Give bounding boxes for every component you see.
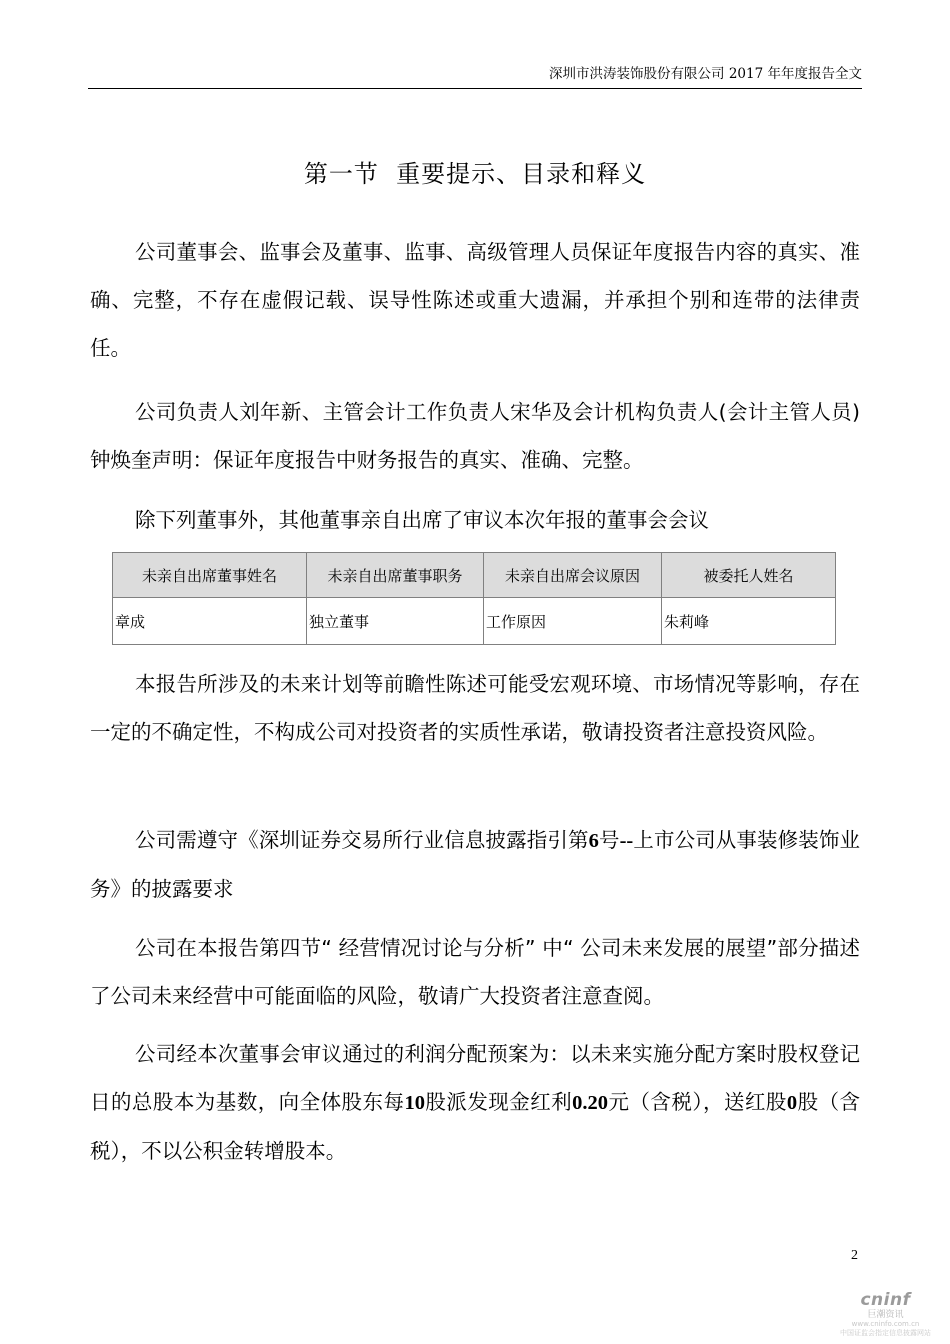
text-run: 号 (598, 828, 620, 852)
text-run: 上市公司从事装修装饰业务》的披露要求 (90, 828, 861, 901)
text-run: 10 (404, 1092, 425, 1114)
page-header (88, 62, 862, 89)
table-header-row (113, 553, 836, 598)
paragraph-responsible-persons: 公司负责人刘年新、主管会计工作负责人宋华及会计机构负责人(会计主管人员)钟焕奎声明：保证年度报告中财务报告的真实、准确、完整。 (90, 400, 860, 472)
text-run: 公司经本次董事会审议通过的利润分配预案为：以未来实施分配方案时股权登记日的总股本为基数，向全体股东每 (90, 1042, 860, 1114)
table-header-cell: 未亲自出席董事姓名 (113, 553, 307, 598)
table-cell: 章成 (113, 598, 307, 645)
text-run: 公司需遵守《深圳证券交易所行业信息披露指引第 (135, 828, 589, 852)
table-cell: 朱莉峰 (662, 598, 836, 645)
text-run: 元（含税），送红股 (608, 1090, 787, 1114)
cninfo-logo-icon: cninf (860, 1290, 911, 1310)
paragraph-board-guarantee: 公司董事会、监事会及董事、监事、高级管理人员保证年度报告内容的真实、准确、完整，不存在虚假记载、误导性陈述或重大遗漏，并承担个别和连带的法律责任。 (90, 240, 860, 360)
header-title: 深圳市洪涛装饰股份有限公司 2017 年年度报告全文 (549, 66, 862, 82)
watermark-url: www.cninfo.com.cn (851, 1320, 920, 1328)
paragraph-risk-reference: 公司在本报告第四节“ 经营情况讨论与分析” 中“ 公司未来发展的展望”部分描述了公司未来经营中可能面临的风险，敬请广大投资者注意查阅。 (90, 936, 860, 1008)
watermark-caption: 中国证监会指定信息披露网站 (840, 1329, 931, 1337)
absent-directors-table (112, 552, 836, 645)
text-run: 6 (588, 830, 599, 852)
table-row (113, 598, 836, 645)
watermark-subtitle: 巨潮资讯 (867, 1310, 904, 1320)
paragraph-profit-distribution (90, 1030, 860, 1175)
page-number: 2 (851, 1248, 858, 1263)
text-run: -- (619, 830, 634, 852)
table-header-cell: 未亲自出席会议原因 (484, 553, 662, 598)
section-title: 第一节 重要提示、目录和释义 (303, 160, 647, 188)
cninfo-watermark (833, 1290, 938, 1338)
text-run: 0.20 (572, 1092, 609, 1114)
table-header-cell: 未亲自出席董事职务 (307, 553, 484, 598)
text-run: 股派发现金红利 (424, 1090, 573, 1114)
paragraph-disclosure-guideline (90, 816, 860, 913)
table-cell: 工作原因 (484, 598, 662, 645)
table-header-cell: 被委托人姓名 (662, 553, 836, 598)
table-cell: 独立董事 (307, 598, 484, 645)
paragraph-directors-attendance: 除下列董事外，其他董事亲自出席了审议本次年报的董事会会议 (135, 508, 709, 532)
paragraph-forward-looking: 本报告所涉及的未来计划等前瞻性陈述可能受宏观环境、市场情况等影响，存在一定的不确定性，不构成公司对投资者的实质性承诺，敬请投资者注意投资风险。 (90, 672, 860, 744)
text-run: 0 (786, 1092, 798, 1114)
text-run: 股（含税），不以公积金转增股本。 (90, 1090, 861, 1163)
